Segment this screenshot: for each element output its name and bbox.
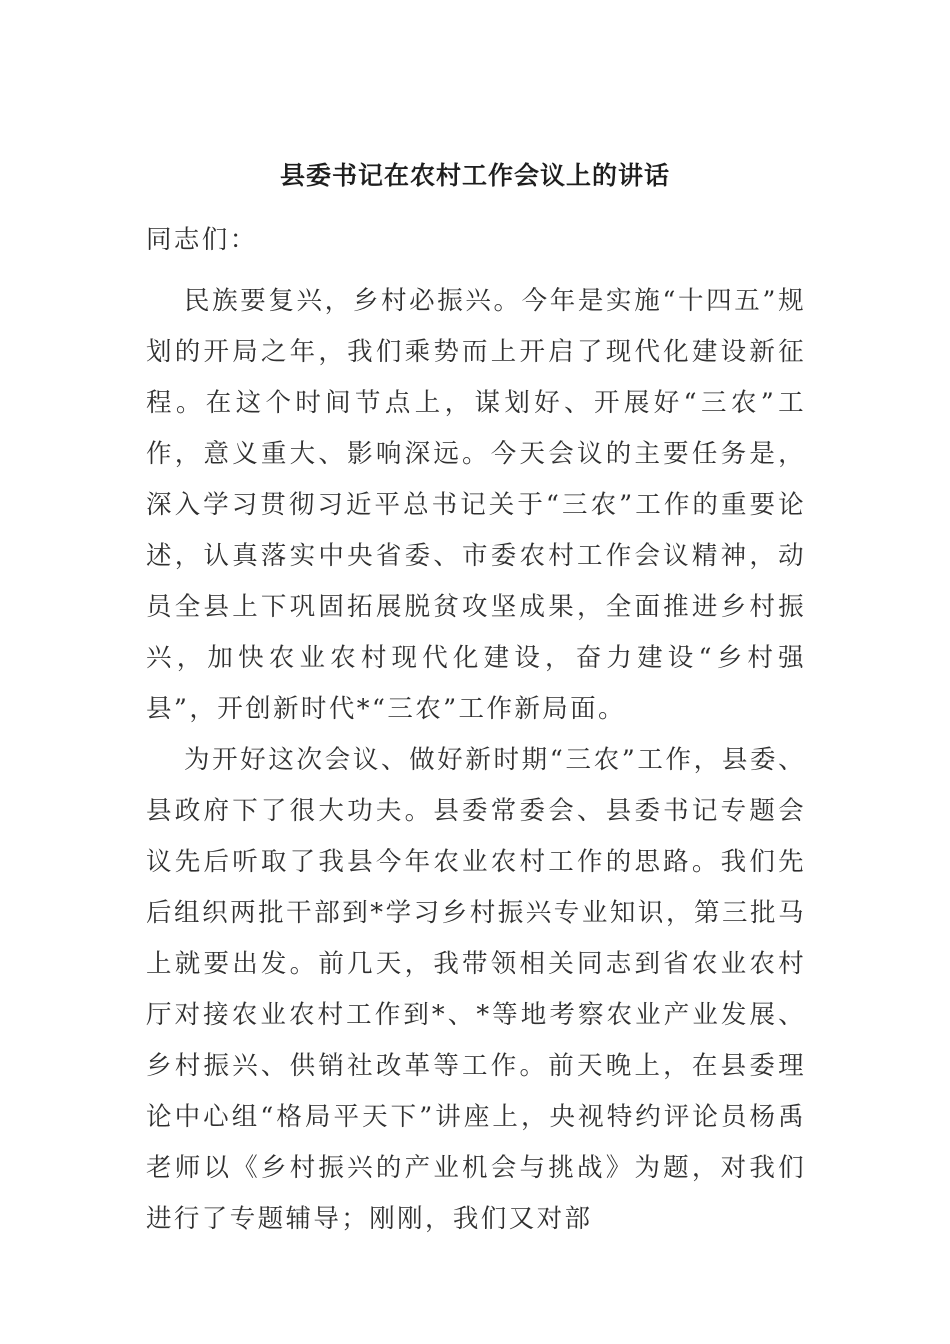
- salutation: 同志们：: [146, 225, 258, 255]
- paragraph-2: 为开好这次会议、做好新时期“三农”工作，县委、县政府下了很大功夫。县委常委会、县委书记专题会议先后听取了我县今年农业农村工作的思路。我们先后组织两批干部到*学习乡村振兴专业知识，第三批马上就要出发。前几天，我带领相关同志到省农业农村厅对接农业农村工作到*、*等地考察农业产业发展、乡村振兴、供销社改革等工作。前天晚上，在县委理论中心组“格局平天下”讲座上，央视特约评论员杨禹老师以《乡村振兴的产业机会与挑战》为题，对我们进行了专题辅导；刚刚，我们又对部: [146, 745, 806, 1234]
- paragraph-1: 民族要复兴，乡村必振兴。今年是实施“十四五”规划的开局之年，我们乘势而上开启了现代化建设新征程。在这个时间节点上，谋划好、开展好“三农”工作，意义重大、影响深远。今天会议的主要任务是，深入学习贯彻习近平总书记关于“三农”工作的重要论述，认真落实中央省委、市委农村工作会议精神，动员全县上下巩固拓展脱贫攻坚成果，全面推进乡村振兴，加快农业农村现代化建设，奋力建设“乡村强县”，开创新时代*“三农”工作新局面。: [146, 286, 806, 724]
- document-title: 县委书记在农村工作会议上的讲话: [279, 161, 670, 190]
